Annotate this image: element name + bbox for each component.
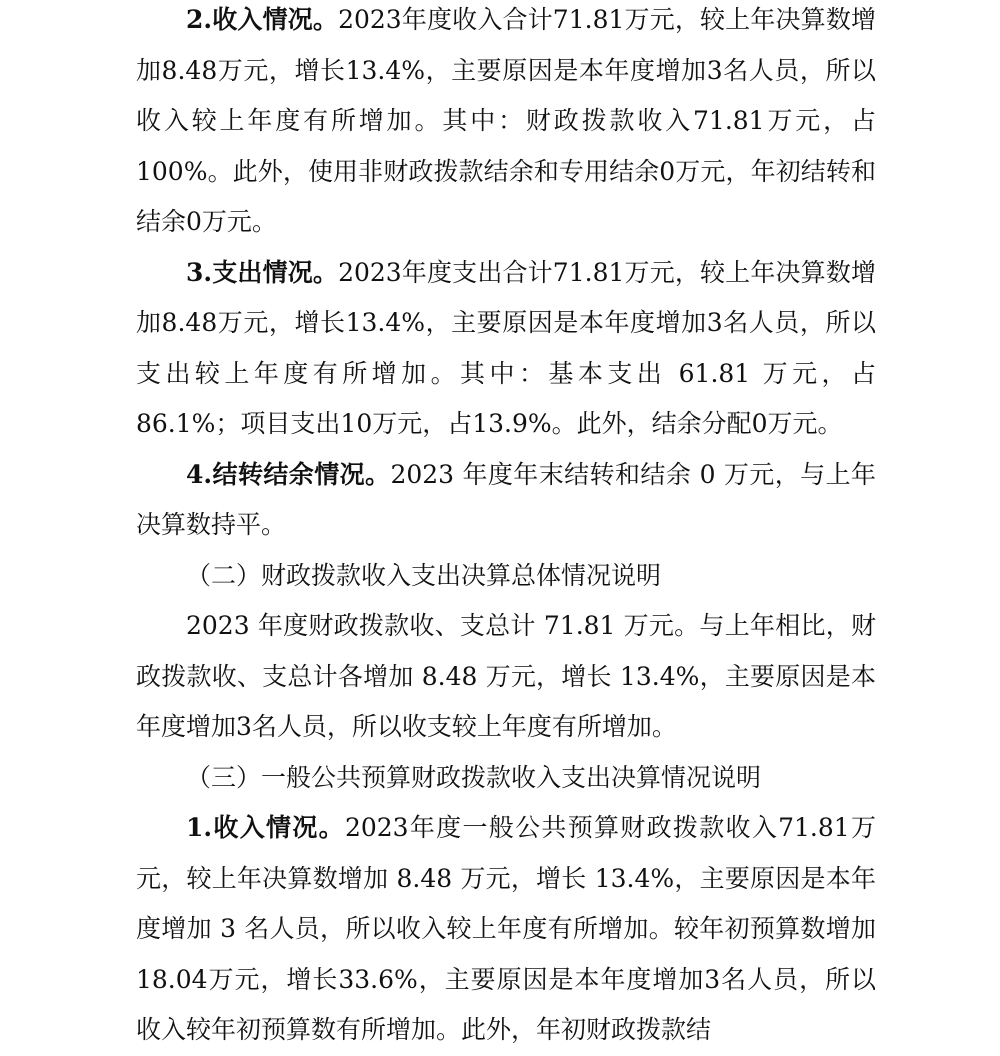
paragraph-expenditure [136, 248, 876, 450]
paragraph-lead: 2.收入情况。 [186, 5, 339, 34]
section-heading-2: （二）财政拨款收入支出决算总体情况说明 [186, 560, 662, 590]
paragraph-text: 2023年度收入合计71.81万元，较上年决算数增加8.48万元，增长13.4%，主要原因是本年度增加3名人员，所以收入较上年度有所增加。其中：财政拨款收入71.81万元，占100%。此外，使用非财政拨款结余和专用结余0万元，年初结转和结余0万元。 [136, 5, 876, 236]
paragraph-income [136, 0, 876, 248]
paragraph-text: 2023年度支出合计71.81万元，较上年决算数增加8.48万元，增长13.4%，主要原因是本年度增加3名人员，所以支出较上年度有所增加。其中：基本支出 61.81 万元，占 86.1%；项目支出10万元，占13.9%。此外，结余分配0万元。 [136, 257, 876, 438]
paragraph-lead: 1.收入情况。 [186, 813, 345, 842]
paragraph-lead: 3.支出情况。 [186, 257, 339, 287]
section-heading-3: （三）一般公共预算财政拨款收入支出决算情况说明 [186, 762, 762, 792]
paragraph-text: 2023 年度财政拨款收、支总计 71.81 万元。与上年相比，财政拨款收、支总计各增加 8.48 万元，增长 13.4%，主要原因是本年度增加3名人员，所以收支较上年度有所增加。 [136, 611, 876, 741]
paragraph-lead: 4.结转结余情况。 [186, 459, 391, 489]
paragraph-general-income [136, 803, 876, 1056]
paragraph-text: 2023年度一般公共预算财政拨款收入71.81万元，较上年决算数增加 8.48 万元，增长 13.4%，主要原因是本年度增加 3 名人员，所以收入较上年度有所增加。较年初预算数增加18.04万元，增长33.6%，主要原因是本年度增加3名人员，所以收入较年初预算数有所增加。此外，年初财政拨款结 [136, 813, 876, 1044]
paragraph-carryover [136, 450, 876, 551]
document-page [136, 0, 876, 1056]
paragraph-fiscal-total [136, 601, 876, 753]
paragraph-text: 2023 年度年末结转和结余 0 万元，与上年决算数持平。 [136, 459, 876, 539]
